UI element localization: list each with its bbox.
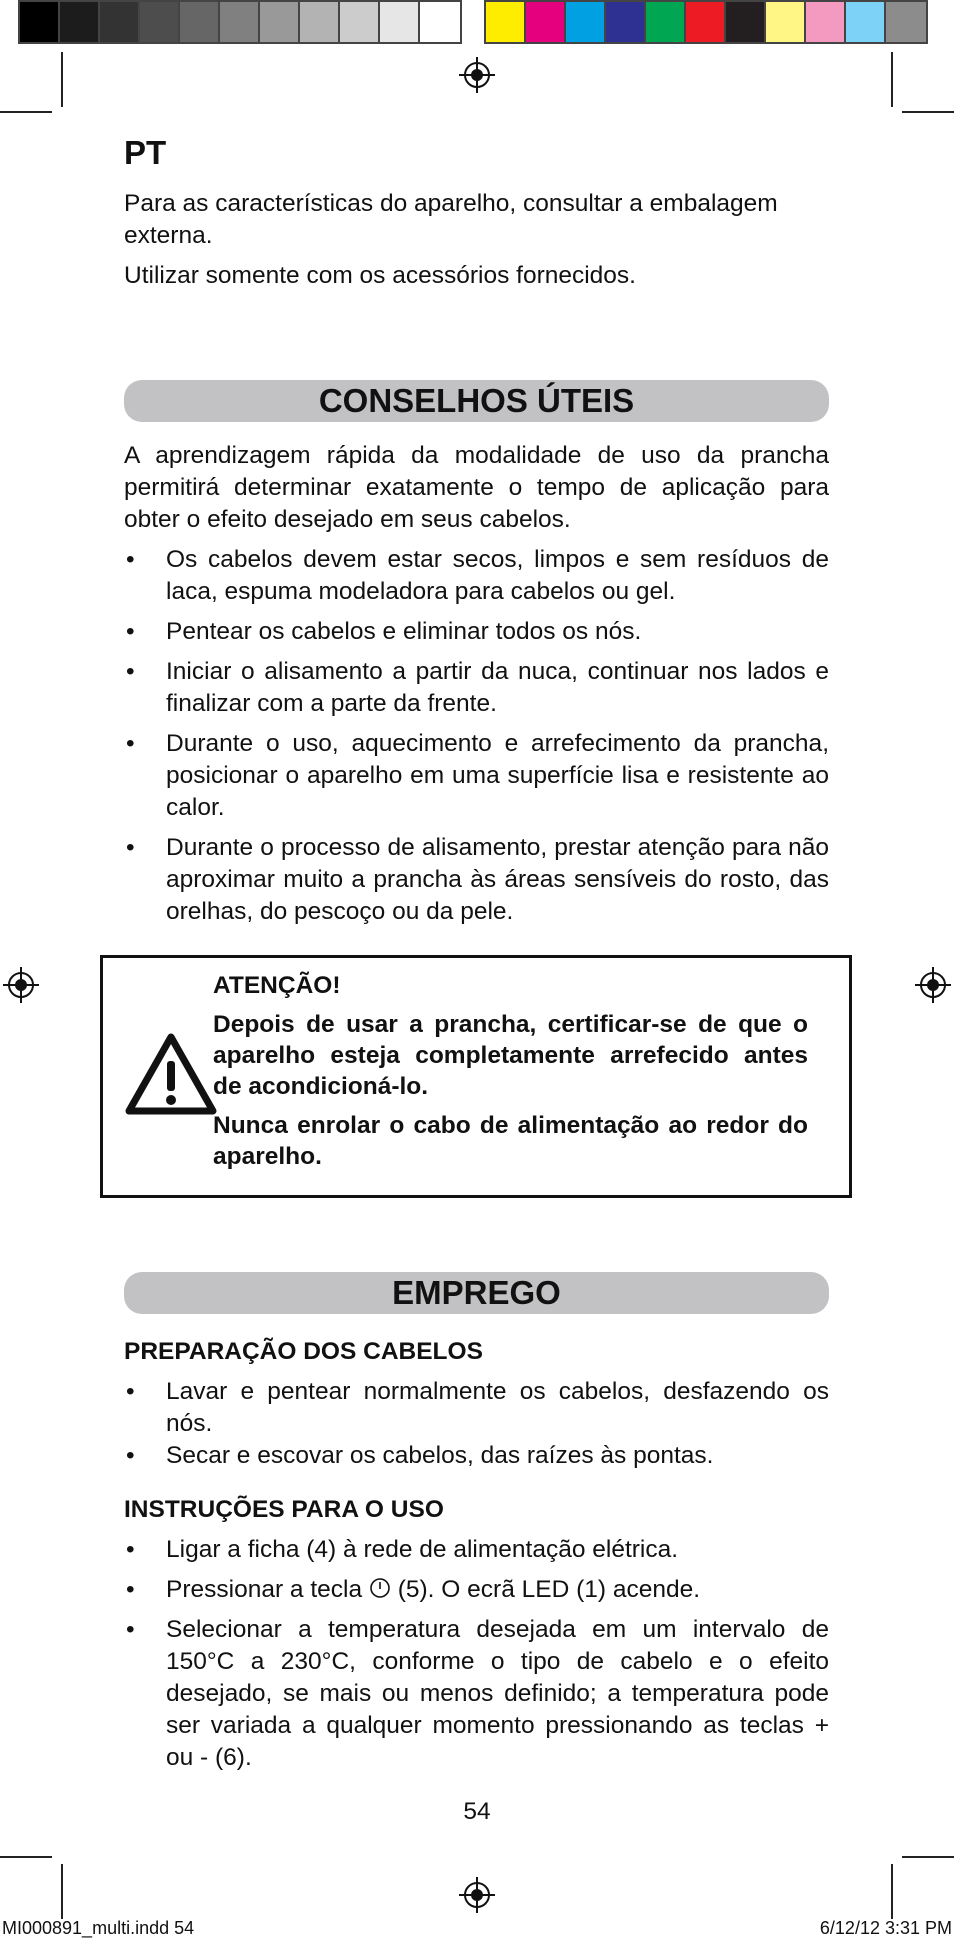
list-item: [124, 1574, 829, 1606]
language-code: PT: [124, 134, 167, 171]
color-swatch: [726, 2, 766, 42]
section-title-conselhos: CONSELHOS ÚTEIS: [124, 380, 829, 422]
gray-swatch: [180, 2, 220, 42]
instr-text: Pressionar a tecla: [166, 1576, 363, 1603]
color-swatch: [846, 2, 886, 42]
page-number: 54: [463, 1798, 491, 1825]
footer-filename: MI000891_multi.indd 54: [2, 1918, 195, 1938]
gray-swatch: [340, 2, 380, 42]
gray-swatch: [260, 2, 300, 42]
crop-mark: [0, 1856, 52, 1858]
gray-swatch: [60, 2, 100, 42]
intro-paragraph: Para as características do aparelho, consultar a embalagem externa.: [124, 190, 778, 249]
intro-paragraph: Utilizar somente com os acessórios fornecidos.: [124, 262, 636, 289]
list-item: • Os cabelos devem estar secos, limpos e sem resíduos de laca, espuma modeladora para cabelos ou gel.: [124, 544, 829, 608]
color-swatch: [766, 2, 806, 42]
conselhos-list: [124, 544, 829, 928]
emprego-block: [124, 1336, 829, 1774]
color-swatch: [806, 2, 846, 42]
list-item: • Durante o uso, aquecimento e arrefecimento da prancha, posicionar o aparelho em uma superfície lisa e resistente ao calor.: [124, 728, 829, 824]
power-icon: [369, 1577, 391, 1599]
gray-swatch: [20, 2, 60, 42]
crop-mark: [902, 111, 954, 113]
crop-mark: [902, 1856, 954, 1858]
crop-mark: [61, 1864, 63, 1919]
grayscale-bar: [18, 0, 462, 44]
crop-mark: [61, 52, 63, 107]
warning-box: [100, 955, 852, 1198]
prep-heading: PREPARAÇÃO DOS CABELOS: [124, 1338, 483, 1365]
warning-title: ATENÇÃO!: [213, 972, 341, 999]
instr-heading: INSTRUÇÕES PARA O USO: [124, 1496, 444, 1523]
prep-list: [124, 1376, 829, 1472]
gray-swatch: [100, 2, 140, 42]
instr-text: (5). O ecrã LED (1) acende.: [397, 1576, 701, 1603]
gray-swatch: [140, 2, 180, 42]
warning-triangle-icon: [123, 1031, 219, 1117]
color-swatch: [606, 2, 646, 42]
instr-list: [124, 1534, 829, 1774]
crop-mark: [891, 1864, 893, 1919]
color-swatch: [486, 2, 526, 42]
section-title-emprego: EMPREGO: [124, 1272, 829, 1314]
list-item: • Ligar a ficha (4) à rede de alimentação elétrica.: [124, 1534, 829, 1566]
color-swatch: [886, 2, 926, 42]
crop-mark: [891, 52, 893, 107]
gray-swatch: [420, 2, 460, 42]
warning-text: [213, 970, 808, 1180]
warning-paragraph: Depois de usar a prancha, certificar-se de que o aparelho esteja completamente arrefecido antes de acondicioná-lo.: [213, 1011, 808, 1100]
registration-mark-icon: [914, 966, 952, 1004]
list-item: • Lavar e pentear normalmente os cabelos, desfazendo os nós.: [124, 1376, 829, 1440]
list-item: • Iniciar o alisamento a partir da nuca, continuar nos lados e finalizar com a parte da frente.: [124, 656, 829, 720]
gray-swatch: [380, 2, 420, 42]
gray-swatch: [300, 2, 340, 42]
registration-mark-icon: [458, 56, 496, 94]
warning-paragraph: Nunca enrolar o cabo de alimentação ao redor do aparelho.: [213, 1112, 808, 1170]
conselhos-intro: A aprendizagem rápida da modalidade de uso da prancha permitirá determinar exatamente o tempo de aplicação para obter o efeito desejado em seus cabelos.: [124, 442, 829, 533]
registration-mark-icon: [2, 966, 40, 1004]
list-item: • Secar e escovar os cabelos, das raízes às pontas.: [124, 1440, 829, 1472]
gray-swatch: [220, 2, 260, 42]
color-swatch: [646, 2, 686, 42]
color-swatch: [566, 2, 606, 42]
process-color-bar: [484, 0, 928, 44]
color-swatch: [686, 2, 726, 42]
crop-mark: [0, 111, 52, 113]
list-item: • Durante o processo de alisamento, prestar atenção para não aproximar muito a prancha às áreas sensíveis do rosto, das orelhas, do pescoço ou da pele.: [124, 832, 829, 928]
conselhos-block: [124, 440, 829, 928]
registration-mark-icon: [458, 1876, 496, 1914]
color-swatch: [526, 2, 566, 42]
intro-block: [124, 188, 829, 292]
list-item: • Pentear os cabelos e eliminar todos os nós.: [124, 616, 829, 648]
list-item: • Selecionar a temperatura desejada em um intervalo de 150°C a 230°C, conforme o tipo de cabelo e o efeito desejado, se mais ou menos definido; a temperatura pode ser variada a qualquer momento pressionando as teclas + ou - (6).: [124, 1614, 829, 1774]
footer-date: 6/12/12 3:31 PM: [819, 1918, 952, 1938]
